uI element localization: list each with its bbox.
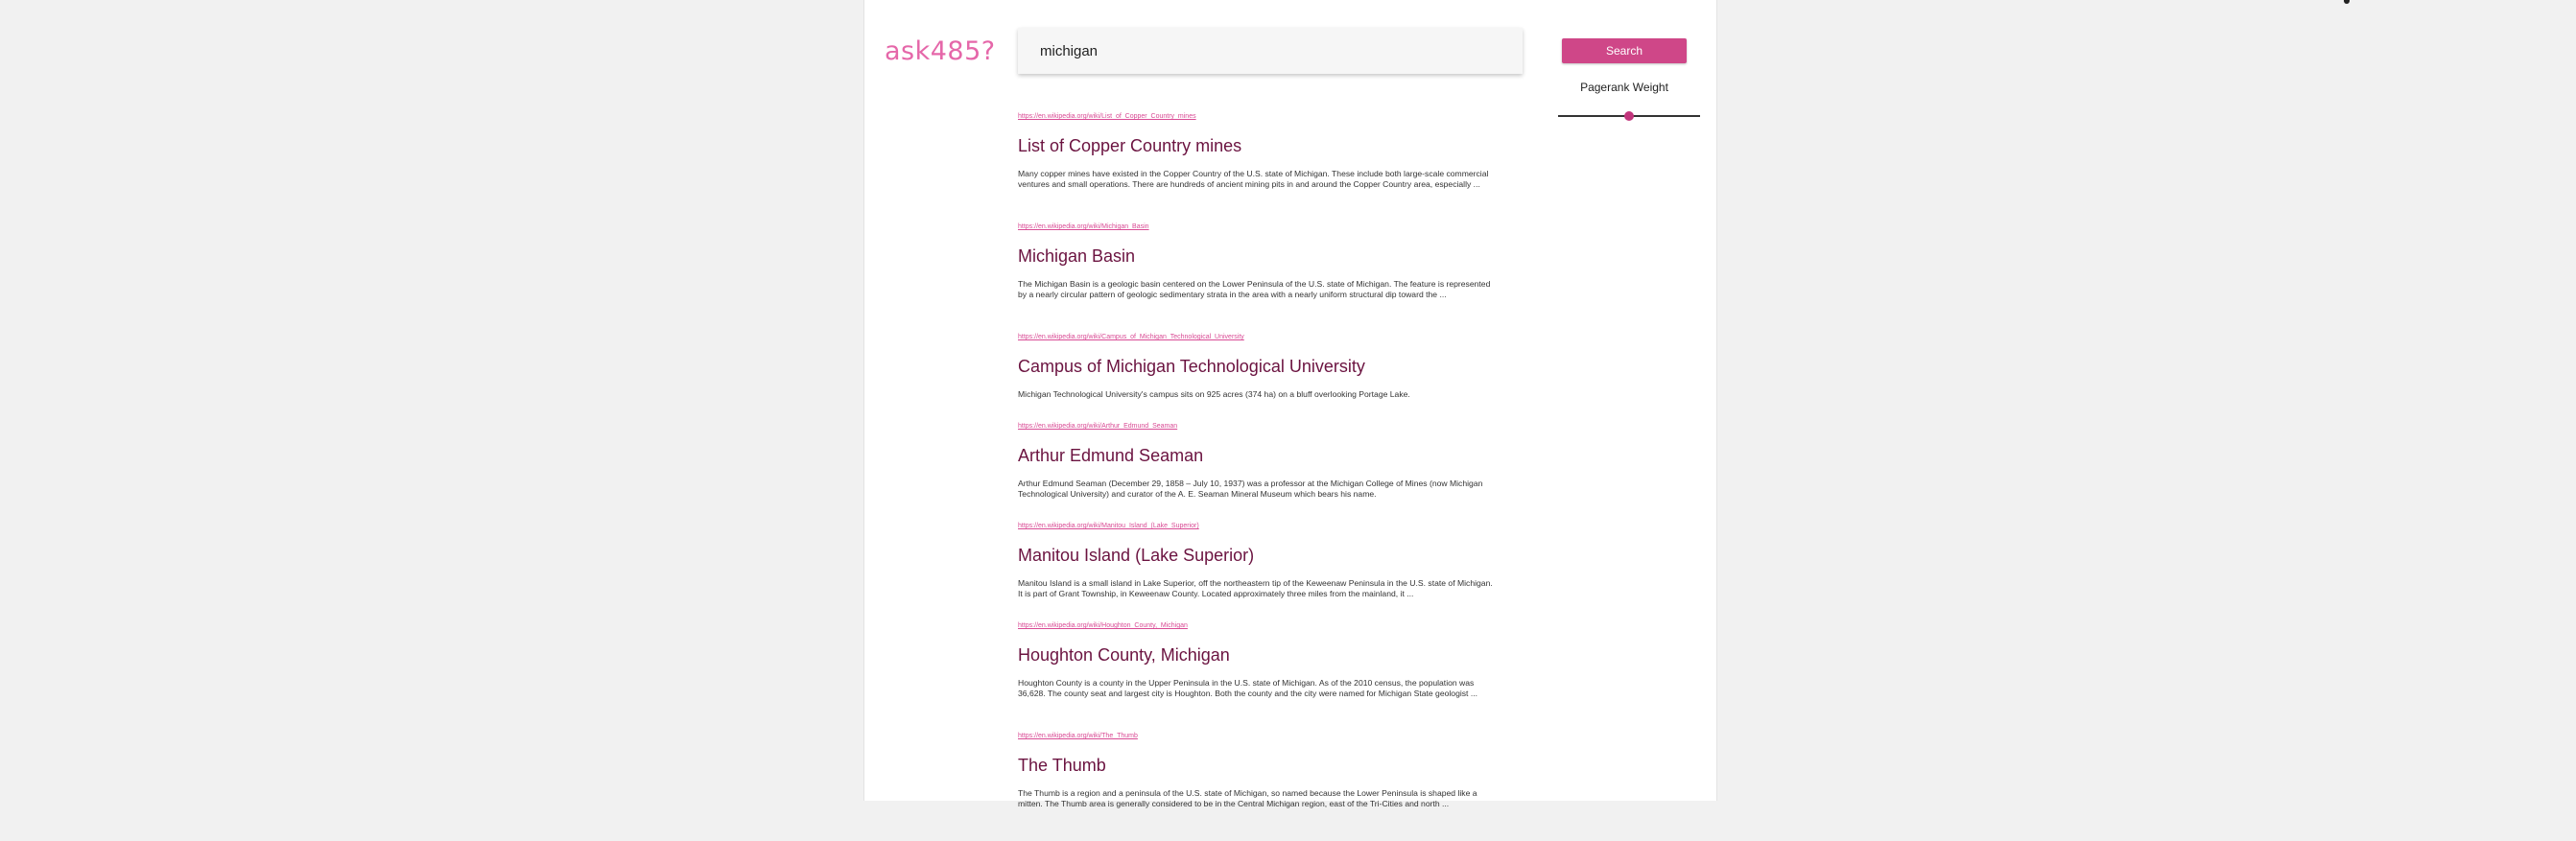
result-url[interactable]: https://en.wikipedia.org/wiki/Houghton_County,_Michigan (1018, 622, 1188, 629)
result-item (1018, 111, 1498, 222)
result-snippet: Michigan Technological University's campus sits on 925 acres (374 ha) on a bluff overlooking Portage Lake. (1018, 389, 1410, 399)
search-button[interactable]: Search (1562, 38, 1687, 63)
search-input[interactable] (1038, 42, 1502, 60)
result-url[interactable]: https://en.wikipedia.org/wiki/Manitou_Island_(Lake_Superior) (1018, 523, 1199, 529)
result-title: Arthur Edmund Seaman (1018, 446, 1204, 465)
results-list (1018, 111, 1498, 841)
result-snippet: Many copper mines have existed in the Copper Country of the U.S. state of Michigan. These include both large-scale commercial ventures and small operations. There are hundreds of ancient mining pits in and around the Copper Country area, especially ... (1018, 169, 1489, 189)
result-url[interactable]: https://en.wikipedia.org/wiki/Michigan_Basin (1018, 223, 1149, 230)
result-snippet: The Thumb is a region and a peninsula of the U.S. state of Michigan, so named because the Lower Peninsula is shaped like a mitten. The Thumb area is generally considered to be in the Central Michigan region, east of the Tri-Cities and north ... (1018, 788, 1477, 808)
result-title: Houghton County, Michigan (1018, 645, 1230, 665)
result-url[interactable]: https://en.wikipedia.org/wiki/The_Thumb (1018, 733, 1138, 739)
result-snippet: Houghton County is a county in the Upper Peninsula in the U.S. state of Michigan. As of the 2010 census, the population was 36,628. The county seat and largest city is Houghton. Both the county and the city were named for Michigan State geologist ... (1018, 678, 1477, 698)
cursor-mark (2344, 0, 2350, 4)
result-item (1018, 620, 1498, 731)
result-snippet: The Michigan Basin is a geologic basin centered on the Lower Peninsula of the U.S. state of Michigan. The feature is represented by a nearly circular pattern of geologic sedimentary strata in the area with a nearly uniform structural dip toward the ... (1018, 279, 1491, 299)
result-item (1018, 521, 1498, 620)
result-item (1018, 222, 1498, 332)
result-title: The Thumb (1018, 756, 1106, 775)
page-container (863, 0, 1717, 808)
result-item (1018, 332, 1498, 421)
result-snippet: Manitou Island is a small island in Lake Superior, off the northeastern tip of the Keweenaw Peninsula in the U.S. state of Michigan. It is part of Grant Township, in Keweenaw County. Located approximately three miles from the mainland, it ... (1018, 578, 1493, 598)
result-title: List of Copper Country mines (1018, 136, 1242, 155)
pagerank-weight-slider-thumb[interactable] (1624, 111, 1634, 121)
result-title: Manitou Island (Lake Superior) (1018, 546, 1255, 565)
result-url[interactable]: https://en.wikipedia.org/wiki/Arthur_Edmund_Seaman (1018, 423, 1178, 430)
result-url[interactable]: https://en.wikipedia.org/wiki/List_of_Copper_Country_mines (1018, 113, 1196, 120)
result-item (1018, 731, 1498, 841)
result-snippet: Arthur Edmund Seaman (December 29, 1858 – July 10, 1937) was a professor at the Michigan College of Mines (now Michigan Technological University) and curator of the A. E. Seaman Mineral Museum which bears his name. (1018, 479, 1483, 499)
search-box[interactable] (1018, 28, 1523, 74)
result-item (1018, 421, 1498, 521)
result-title: Campus of Michigan Technological University (1018, 357, 1365, 376)
result-url[interactable]: https://en.wikipedia.org/wiki/Campus_of_Michigan_Technological_University (1018, 334, 1244, 340)
pagerank-weight-label: Pagerank Weight (1580, 81, 1668, 94)
result-title: Michigan Basin (1018, 246, 1136, 266)
logo[interactable]: ask485? (885, 36, 996, 66)
